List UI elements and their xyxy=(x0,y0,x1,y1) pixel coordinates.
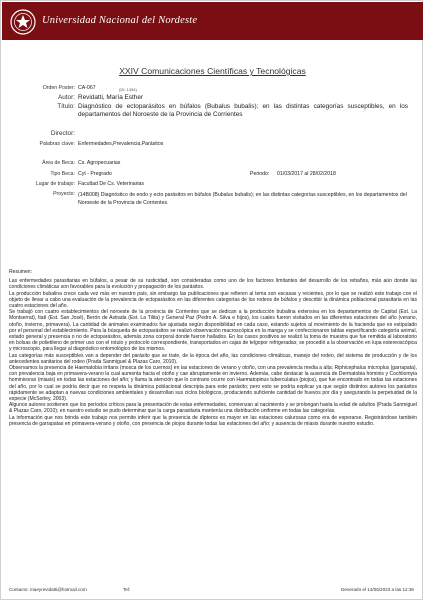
resumen-label: Resumen: xyxy=(9,269,33,275)
lugar-label: Lugar de trabajo: xyxy=(35,181,75,187)
resumen-paragraph: La producción bubalina crece cada vez más en nuestro país, sin embargo las publicaciones que refieren al tema son escasas y recientes, por lo que se realizó este trabajo con el objeto de llevar a cabo una evaluación de la prevalencia de ectoparásitos en las diferentes categorías de los rodeos de búfalos y describir la dinámica poblacional parasitaria en las cuatro estaciones del año. xyxy=(9,290,417,310)
lugar-value: Facultad De Cs. Veterinarias xyxy=(78,181,145,187)
resumen-paragraph: Se trabajó con cuatro establecimientos del noroeste de la provincia de Corrientes que se dedican a la producción bubalina extensiva en los departamentos de Capital (Est. La Montserrat), Itatí (Est. San José), Berón de Astrada (Est. La Tilita) y General Paz (Pedro A. Silva e hijos), los cuales fueron visitados en las diferentes estaciones del año (verano, otoño, invierno, primavera). La cantidad de animales examinados fue ajustada según disponibilidad en cada caso, estando sujetos al movimiento de la hacienda que es estipulado por el personal del establecimiento. Para la búsqueda de ectoparásitos se realizó observación macroscópica en la manga y se confeccionaron tablas especificando categoría animal, estado general y presencia o no de ectoparásitos, además zona corporal donde fueron hallados. En los casos positivos se realizó la toma de muestra que fue remitida al laboratorio en bolsas de polietileno de primer uso con el rotulo y protocolo correspondiente, transportados en cajas de telgopor refrigeradas; se procedió a la observación en lupa estereoscópica y microscopio, para llegar al diagnóstico entomológico de los mismos. xyxy=(9,309,417,353)
resumen-paragraph: La información que nos brinda este trabajo nos permite inferir que la presencia de dípteros es mayor en las estaciones calurosas como era de esperarse. Registrándose también presencia de garrapatas en primavera-verano y otoño, con presencia de piojos durante todas las estaciones del año; y ausencia de miasis durante nuestro estudio. xyxy=(9,414,417,427)
tipo-value: Cyt - Pregrado xyxy=(78,171,112,177)
tipo-label: Tipo Beca: xyxy=(50,171,75,177)
university-logo-icon xyxy=(10,9,36,35)
resumen-paragraph: Algunos autores sostienen que los períodos críticos para la presentación de estas enfermedades, comienzan al nacimiento y se prolongan hasta la edad de adultos (Prada Sanmiguel & Plazas Caro, 2010); en nuestro estudio se pudo determinar que la carga parasitaria mantenía una distribución uniforme en todas las categorías. xyxy=(9,402,417,415)
titulo-label: Título: xyxy=(57,103,75,110)
tel-label: Tel: xyxy=(123,587,131,592)
page-footer xyxy=(1,587,423,597)
resumen-paragraph: Las enfermedades parasitarias en búfalos, a pesar de su rusticidad, son consideradas como uno de los factores limitantes del desarrollo de los rebaños, más aún donde las condiciones climáticas son favorables para la evolución y propagación de los parásitos. xyxy=(9,278,417,291)
orden-poster-label: Orden Poster: xyxy=(42,85,75,91)
header-band xyxy=(2,2,423,40)
resumen-section xyxy=(9,269,417,427)
periodo-label: Periodo: xyxy=(250,171,270,177)
conference-title: XXIV Comunicaciones Científicas y Tecnológicas xyxy=(119,66,306,76)
orden-poster-value: CA-067 xyxy=(78,85,96,91)
proyecto-label: Proyecto: xyxy=(53,191,75,197)
proyecto-value: (14B008) Diagnóstico de endo y ecto parásitos en búfalos (Bubalus bubalis); en las distintas categorías susceptibles, en los departamentos del Noroeste de la Provincia de Corrientes. xyxy=(78,192,407,206)
autor-label: Autor: xyxy=(57,94,75,101)
area-label: Área de Beca: xyxy=(42,160,75,166)
autor-value: Revidatti, María Esther xyxy=(78,94,143,101)
university-name: Universidad Nacional del Nordeste xyxy=(42,15,198,26)
id-note: (ID: 1454) xyxy=(119,86,137,92)
area-value: Cs. Agropecuarias xyxy=(78,160,121,166)
contact-email: Contacto: maeyrevidatti@hotmail.com xyxy=(9,587,87,592)
palabras-label: Palabras clave: xyxy=(39,141,75,147)
periodo-value: 01/03/2017 al 28/02/2018 xyxy=(277,171,336,177)
palabras-value: Enfermedades,Prevalencia,Parásitos xyxy=(78,141,164,147)
resumen-paragraph: Observamos la presencia de Haematobia irritans (mosca de los cuernos) en las estaciones de verano y otoño, con una prevalencia media a alta; Riphicephalus microplus (garrapata), con prevalencia baja en primavera-verano la cual aumenta hacia el otoño y cae abruptamente en invierno. Además, cabe destacar la ausencia de Dermatobia hominis y Cochliomyia hominivorax (miasis) en todas las estaciones del año; y llama la atención que lo contrario ocurre con Haematopinus tuberculatus (piojos), que fue encontrado en todas las estaciones del año, por lo cual se podría decir que no respeta la dinámica poblacional descripta para este parásito; pero esto se podría explicar ya que según distintos autores los parásitos rápidamente se adaptan a nuevas condiciones ambientales y desarrollan sus ciclos biológicos, produciendo suficiente cantidad de huevos por día y asegurando la perpetuidad de la especie (McSorley, 2003). xyxy=(9,365,417,403)
resumen-paragraph: Las categorías más susceptibles van a depender del parásito que se trate, de la época del año, las condiciones climáticas, manejo del rodeo, del sistema de producción y de los antecedentes sanitarios del rodeo (Prada Sanmiguel & Plazas Caro, 2010). xyxy=(9,352,417,365)
generated-timestamp: Generado el 14/06/2023 a las 12:36 xyxy=(340,587,414,592)
titulo-value: Diagnóstico de ectoparásitos en búfalos (Bubalus bubalis); en las distintas categorías susceptibles, en los departamentos del Noroeste de la Provincia de Corrientes xyxy=(78,103,408,118)
director-label: Director: xyxy=(50,130,75,137)
